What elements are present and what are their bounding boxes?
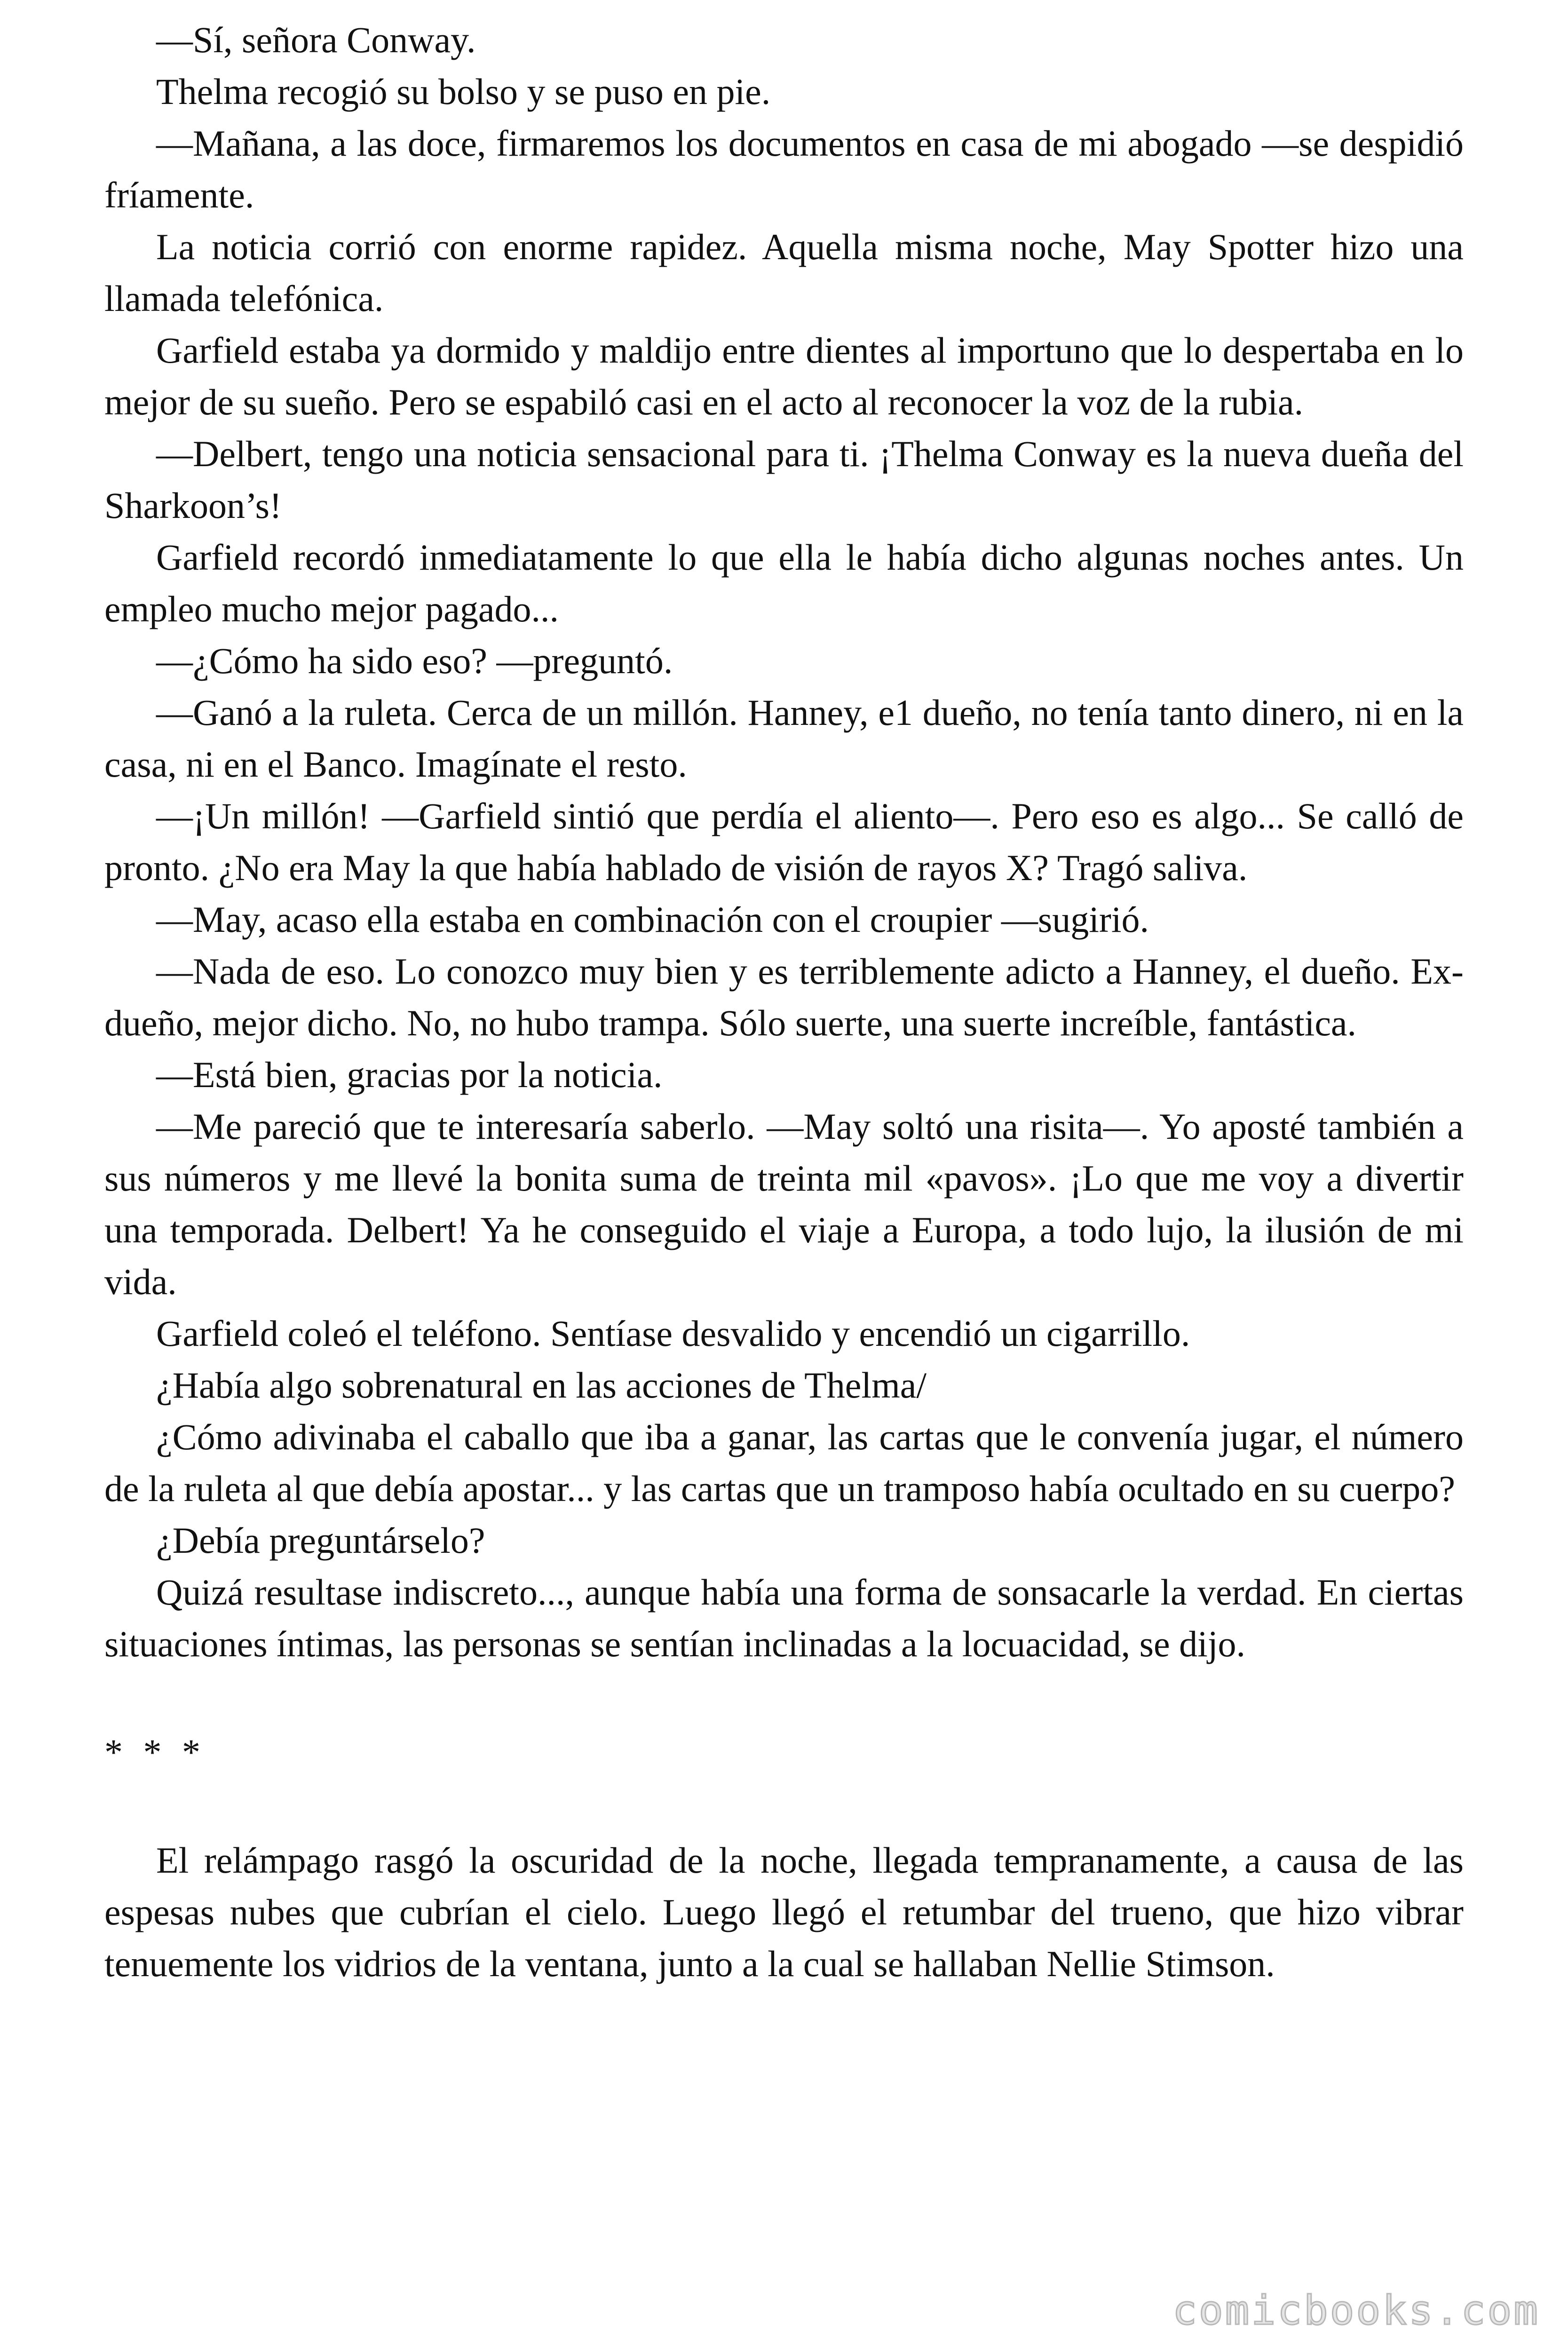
watermark-logo: comicbooks.com	[1172, 2287, 1540, 2334]
paragraph: —¿Cómo ha sido eso? —preguntó.	[156, 640, 673, 681]
paragraph: ¿Debía preguntárselo?	[156, 1520, 485, 1561]
paragraph: ¿Había algo sobrenatural en las acciones de Thelma/	[156, 1365, 927, 1406]
paragraph: —Sí, señora Conway.	[156, 19, 476, 60]
paragraph: Garfield coleó el teléfono. Sentíase desvalido y encendió un cigarrillo.	[156, 1313, 1190, 1354]
paragraph: —Delbert, tengo una noticia sensacional para ti. ¡Thelma Conway es la nueva dueña del Sharkoon’s!	[104, 433, 1464, 526]
paragraph: Thelma recogió su bolso y se puso en pie.	[156, 71, 771, 112]
paragraph: Garfield recordó inmediatamente lo que ella le había dicho algunas noches antes. Un empleo mucho mejor pagado...	[104, 537, 1464, 629]
paragraph: —Ganó a la ruleta. Cerca de un millón. Hanney, e1 dueño, no tenía tanto dinero, ni en la casa, ni en el Banco. Imagínate el resto.	[104, 692, 1464, 785]
paragraph: Quizá resultase indiscreto..., aunque había una forma de sonsacarle la verdad. En ciertas situaciones íntimas, las personas se sentían inclinadas a la locuacidad, se dijo.	[104, 1572, 1464, 1664]
paragraph: Garfield estaba ya dormido y maldijo entre dientes al importuno que lo despertaba en lo mejor de su sueño. Pero se espabiló casi en el acto al reconocer la voz de la rubia.	[104, 330, 1464, 422]
paragraph: —¡Un millón! —Garfield sintió que perdía el aliento—. Pero eso es algo... Se calló de pronto. ¿No era May la que había hablado de visión de rayos X? Tragó saliva.	[104, 795, 1464, 888]
paragraph: —Me pareció que te interesaría saberlo. —May soltó una risita—. Yo aposté también a sus números y me llevé la bonita suma de treinta mil «pavos». ¡Lo que me voy a divertir una temporada. Delbert! Ya he conseguido el viaje a Europa, a todo lujo, la ilusión de mi vida.	[104, 1106, 1464, 1302]
paragraph: —Está bien, gracias por la noticia.	[156, 1054, 663, 1095]
paragraph: El relámpago rasgó la oscuridad de la noche, llegada tempranamente, a causa de las espesas nubes que cubrían el cielo. Luego llegó el retumbar del trueno, que hizo vibrar tenuemente los vidrios de la ventana, junto a la cual se hallaban Nellie Stimson.	[104, 1840, 1464, 1984]
section-spacer	[104, 1670, 1464, 1698]
paragraph: La noticia corrió con enorme rapidez. Aquella misma noche, May Spotter hizo una llamada telefónica.	[104, 226, 1464, 319]
paragraph: —Nada de eso. Lo conozco muy bien y es terriblemente adicto a Hanney, el dueño. Ex-dueño, mejor dicho. No, no hubo trampa. Sólo suerte, una suerte increíble, fantástica.	[104, 951, 1464, 1043]
book-page	[104, 14, 1464, 1990]
paragraph: ¿Cómo adivinaba el caballo que iba a ganar, las cartas que le convenía jugar, el número de la ruleta al que debía apostar... y las cartas que un tramposo había ocultado en su cuerpo?	[104, 1416, 1464, 1509]
paragraph: —Mañana, a las doce, firmaremos los documentos en casa de mi abogado —se despidió fríamente.	[104, 123, 1464, 215]
paragraph: —May, acaso ella estaba en combinación con el croupier —sugirió.	[156, 899, 1149, 940]
section-separator: * * *	[104, 1732, 206, 1772]
